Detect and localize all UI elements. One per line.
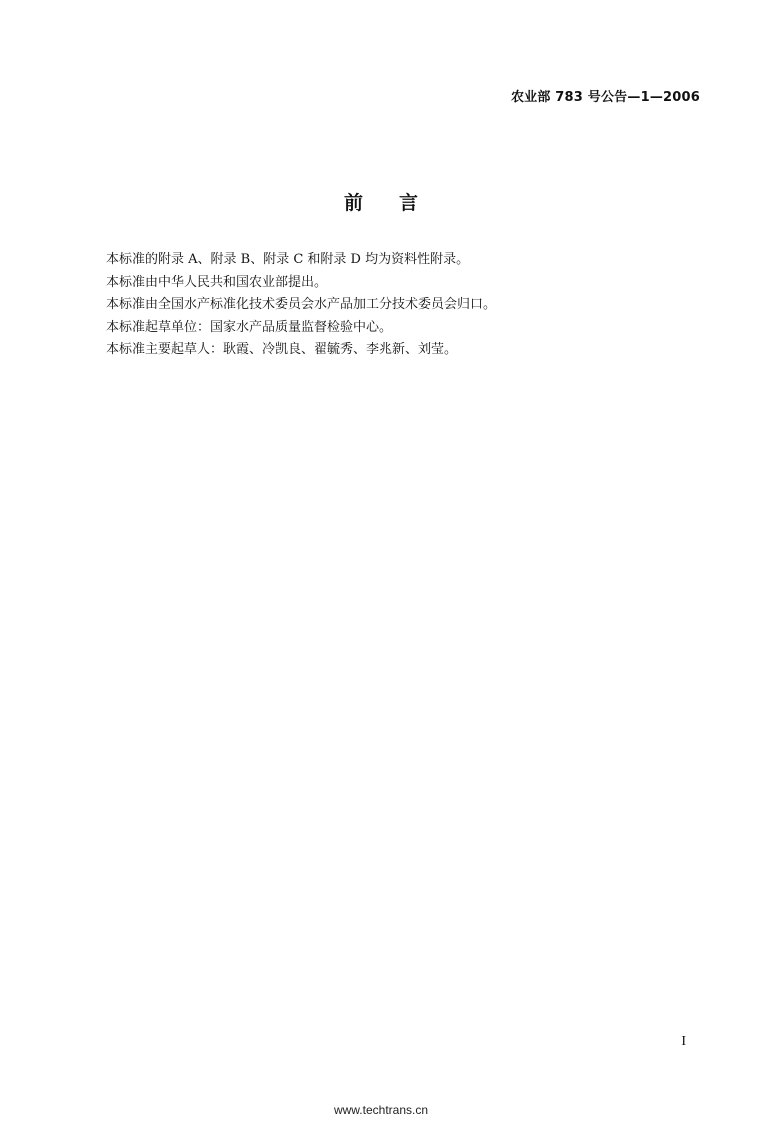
paragraph-proposer: 本标准由中华人民共和国农业部提出。 <box>106 274 328 290</box>
foreword-body <box>106 249 706 362</box>
paragraph-centralized: 本标准由全国水产标准化技术委员会水产品加工分技术委员会归口。 <box>106 297 497 312</box>
paragraph-drafting-unit: 本标准起草单位：国家水产品质量监督检验中心。 <box>106 319 393 335</box>
document-code: 农业部 783 号公告—1—2006 <box>510 90 700 105</box>
footer-url: www.techtrans.cn <box>333 1103 429 1117</box>
paragraph-appendix: 本标准的附录 A、附录 B、附录 C 和附录 D 均为资料性附录。 <box>106 252 470 267</box>
page-title: 前言 <box>343 192 454 214</box>
paragraph-drafters: 本标准主要起草人：耿霞、冷凯良、翟毓秀、李兆新、刘莹。 <box>106 342 458 357</box>
page-number: I <box>681 1034 686 1049</box>
